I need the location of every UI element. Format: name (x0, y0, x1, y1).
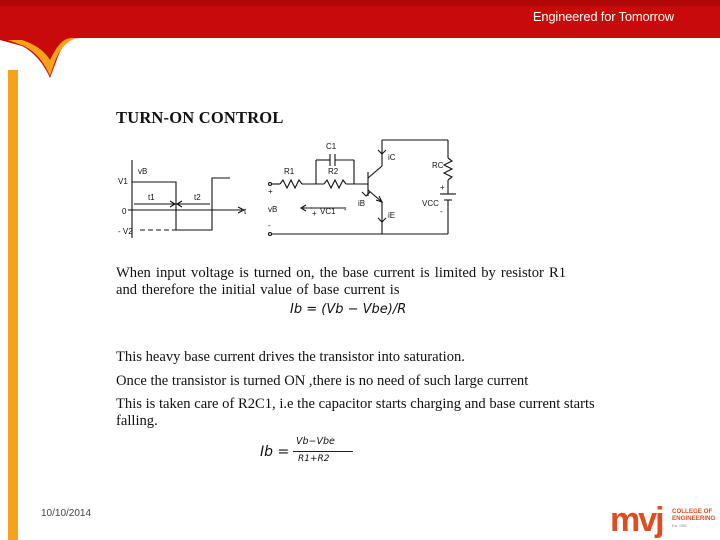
paragraph-turn-on: When input voltage is turned on, the base current is limited by resistor R1 and therefore the initial value of base current is (116, 265, 566, 298)
label-minus-vc1: - (344, 205, 347, 214)
label-plus-input: + (268, 187, 273, 196)
label-rc: RC (432, 161, 444, 170)
label-vc1: VC1 (320, 207, 336, 216)
resistor-r2 (324, 180, 346, 188)
ib-arrow (362, 192, 370, 196)
formula2-numerator: Vb−Vbe (296, 436, 335, 447)
paragraph-saturation: This heavy base current drives the transistor into saturation. (116, 349, 465, 365)
label-ie: iE (388, 211, 396, 220)
college-logo (610, 500, 720, 540)
label-plus-vcc: + (440, 183, 445, 192)
header-tagline: Engineered for Tomorrow (532, 9, 674, 24)
label-vcc: VCC (422, 199, 439, 208)
label-v1: V1 (118, 177, 128, 186)
transistor-collector (368, 166, 382, 178)
logo-sub: Est. 1982 (672, 524, 687, 528)
label-zero: 0 (122, 207, 127, 216)
logo-mark: mvj (610, 501, 663, 539)
formula2-fraction-bar (293, 451, 353, 452)
label-minus-input: - (268, 221, 271, 230)
logo-line2: ENGINEERING (672, 515, 716, 522)
resistor-r1 (280, 180, 302, 188)
logo-line1: COLLEGE OF (672, 508, 713, 515)
label-c1: C1 (326, 142, 337, 151)
formula-base-current-initial: Ib = (Vb − Vbe)/R (290, 302, 407, 317)
slide-title: TURN-ON CONTROL (116, 108, 284, 127)
label-t1: t1 (148, 193, 155, 202)
label-ib: iB (358, 199, 366, 208)
label-plus-vc1: + (312, 209, 317, 218)
label-r1: R1 (284, 167, 295, 176)
turn-on-circuit-diagram (118, 134, 468, 246)
formula2-lhs: Ib = (260, 444, 290, 460)
label-vb: vB (268, 205, 278, 214)
paragraph-turned-on: Once the transistor is turned ON ,there is no need of such large current (116, 373, 529, 389)
transistor-emitter (368, 190, 382, 202)
slide-date: 10/10/2014 (41, 508, 92, 519)
label-t2: t2 (194, 193, 201, 202)
label-v2: - V2 (118, 227, 133, 236)
resistor-rc (444, 158, 452, 180)
paragraph-r2c1: This is taken care of R2C1, i.e the capacitor starts charging and base current starts falling. (116, 396, 595, 429)
header-right-shade (0, 0, 720, 6)
formula-base-current-fraction (258, 434, 378, 470)
left-accent-bar (8, 70, 18, 540)
label-t: t (244, 207, 247, 216)
label-r2: R2 (328, 167, 339, 176)
label-minus-vcc: - (440, 207, 443, 216)
formula2-denominator: R1+R2 (298, 454, 330, 464)
logo-text (672, 508, 715, 522)
label-vb-wave: vB (138, 167, 148, 176)
label-ic: iC (388, 153, 396, 162)
